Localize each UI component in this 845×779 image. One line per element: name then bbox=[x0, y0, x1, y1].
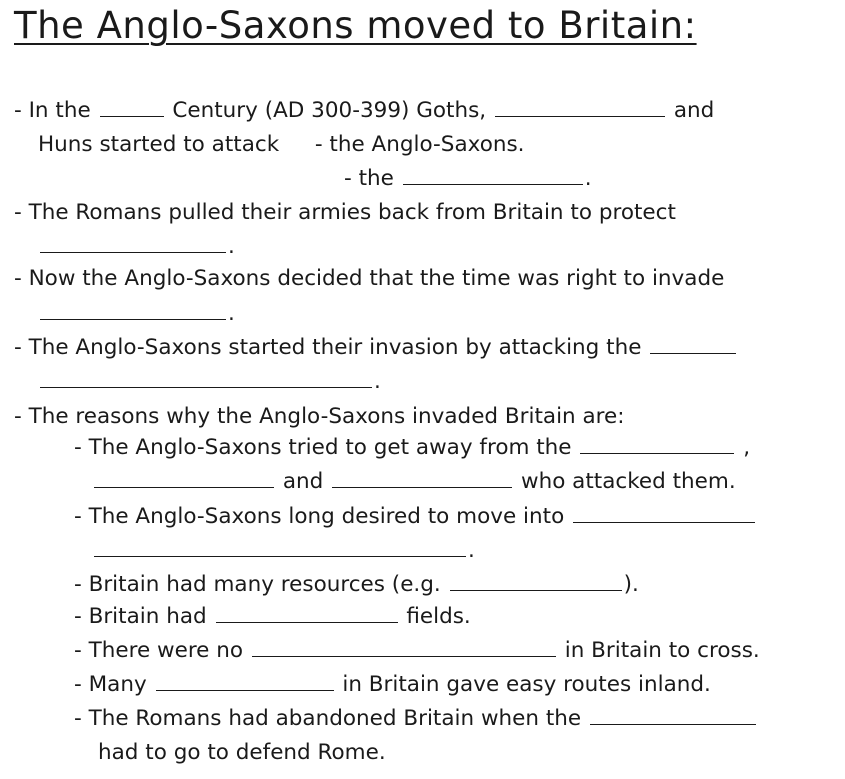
line-text: . bbox=[374, 369, 381, 394]
line-text: - Now the Anglo-Saxons decided that the time was right to invade bbox=[14, 266, 725, 291]
blank-fields[interactable] bbox=[216, 604, 398, 623]
blank-move-into-start[interactable] bbox=[573, 504, 755, 523]
worksheet-line-18 bbox=[74, 671, 711, 699]
blank-no-obstacles[interactable] bbox=[252, 638, 556, 657]
blank-get-away-1[interactable] bbox=[580, 435, 734, 454]
worksheet-line-2 bbox=[38, 131, 525, 159]
line-text: - The reasons why the Anglo-Saxons invaded Britain are: bbox=[14, 404, 625, 429]
blank-protect[interactable] bbox=[40, 234, 226, 253]
line-text: - The Romans had abandoned Britain when the bbox=[74, 706, 582, 731]
worksheet-line-6 bbox=[14, 265, 724, 293]
line-text: had to go to defend Rome. bbox=[98, 740, 386, 765]
worksheet-line-17 bbox=[74, 637, 760, 665]
line-text: fields. bbox=[406, 604, 471, 629]
line-text: . bbox=[228, 301, 235, 326]
worksheet-line-3 bbox=[344, 165, 592, 193]
line-text: . bbox=[584, 166, 592, 191]
worksheet-title: The Anglo-Saxons moved to Britain: bbox=[14, 4, 697, 47]
blank-attacking-end[interactable] bbox=[40, 369, 372, 388]
line-text: - The Anglo-Saxons started their invasion by attacking the bbox=[14, 335, 642, 360]
blank-tribe[interactable] bbox=[495, 98, 665, 117]
line-text: . bbox=[228, 234, 235, 259]
line-text: who attacked them. bbox=[520, 469, 736, 494]
line-text: Century (AD 300-399) Goths, bbox=[172, 98, 487, 123]
line-text: and bbox=[673, 98, 715, 123]
line-text: , bbox=[743, 435, 751, 460]
worksheet-line-8 bbox=[14, 334, 738, 362]
worksheet-line-4 bbox=[14, 199, 676, 227]
blank-attacked-group[interactable] bbox=[403, 166, 583, 185]
line-text: . bbox=[468, 538, 475, 563]
line-text: - The Anglo-Saxons tried to get away from the bbox=[74, 435, 572, 460]
line-text: - There were no bbox=[74, 638, 244, 663]
blank-routes[interactable] bbox=[156, 672, 334, 691]
line-text: in Britain to cross. bbox=[564, 638, 760, 663]
worksheet-line-10 bbox=[14, 403, 625, 431]
blank-get-away-3[interactable] bbox=[332, 469, 512, 488]
line-text: - Britain had bbox=[74, 604, 207, 629]
line-text: - The Anglo-Saxons long desired to move into bbox=[74, 504, 565, 529]
line-text: - the Anglo-Saxons. bbox=[314, 132, 525, 157]
worksheet-line-20 bbox=[98, 739, 386, 767]
line-text: - Many bbox=[74, 672, 147, 697]
blank-resources[interactable] bbox=[450, 572, 622, 591]
line-text: Huns started to attack bbox=[38, 132, 280, 157]
worksheet-line-7 bbox=[38, 300, 235, 328]
line-text: and bbox=[282, 469, 324, 494]
worksheet-line-9 bbox=[38, 368, 381, 396]
worksheet-line-13 bbox=[74, 503, 757, 531]
worksheet-line-11 bbox=[74, 434, 750, 462]
line-text: - The Romans pulled their armies back from Britain to protect bbox=[14, 200, 676, 225]
worksheet-line-16 bbox=[74, 603, 471, 631]
worksheet-line-14 bbox=[92, 537, 475, 565]
worksheet-line-19 bbox=[74, 705, 758, 733]
line-text: ). bbox=[623, 572, 639, 597]
worksheet-line-15 bbox=[74, 571, 639, 599]
worksheet-line-5 bbox=[38, 233, 235, 261]
blank-attacking-start[interactable] bbox=[650, 335, 736, 354]
blank-abandoned[interactable] bbox=[590, 706, 756, 725]
blank-invade[interactable] bbox=[40, 301, 226, 320]
worksheet-line-12 bbox=[92, 468, 736, 496]
blank-get-away-2[interactable] bbox=[94, 469, 274, 488]
line-text: - In the bbox=[14, 98, 91, 123]
line-text: - Britain had many resources (e.g. bbox=[74, 572, 441, 597]
line-text: in Britain gave easy routes inland. bbox=[342, 672, 711, 697]
blank-century[interactable] bbox=[100, 98, 164, 117]
worksheet-line-1 bbox=[14, 97, 714, 125]
line-text: - the bbox=[344, 166, 394, 191]
blank-move-into-end[interactable] bbox=[94, 538, 466, 557]
